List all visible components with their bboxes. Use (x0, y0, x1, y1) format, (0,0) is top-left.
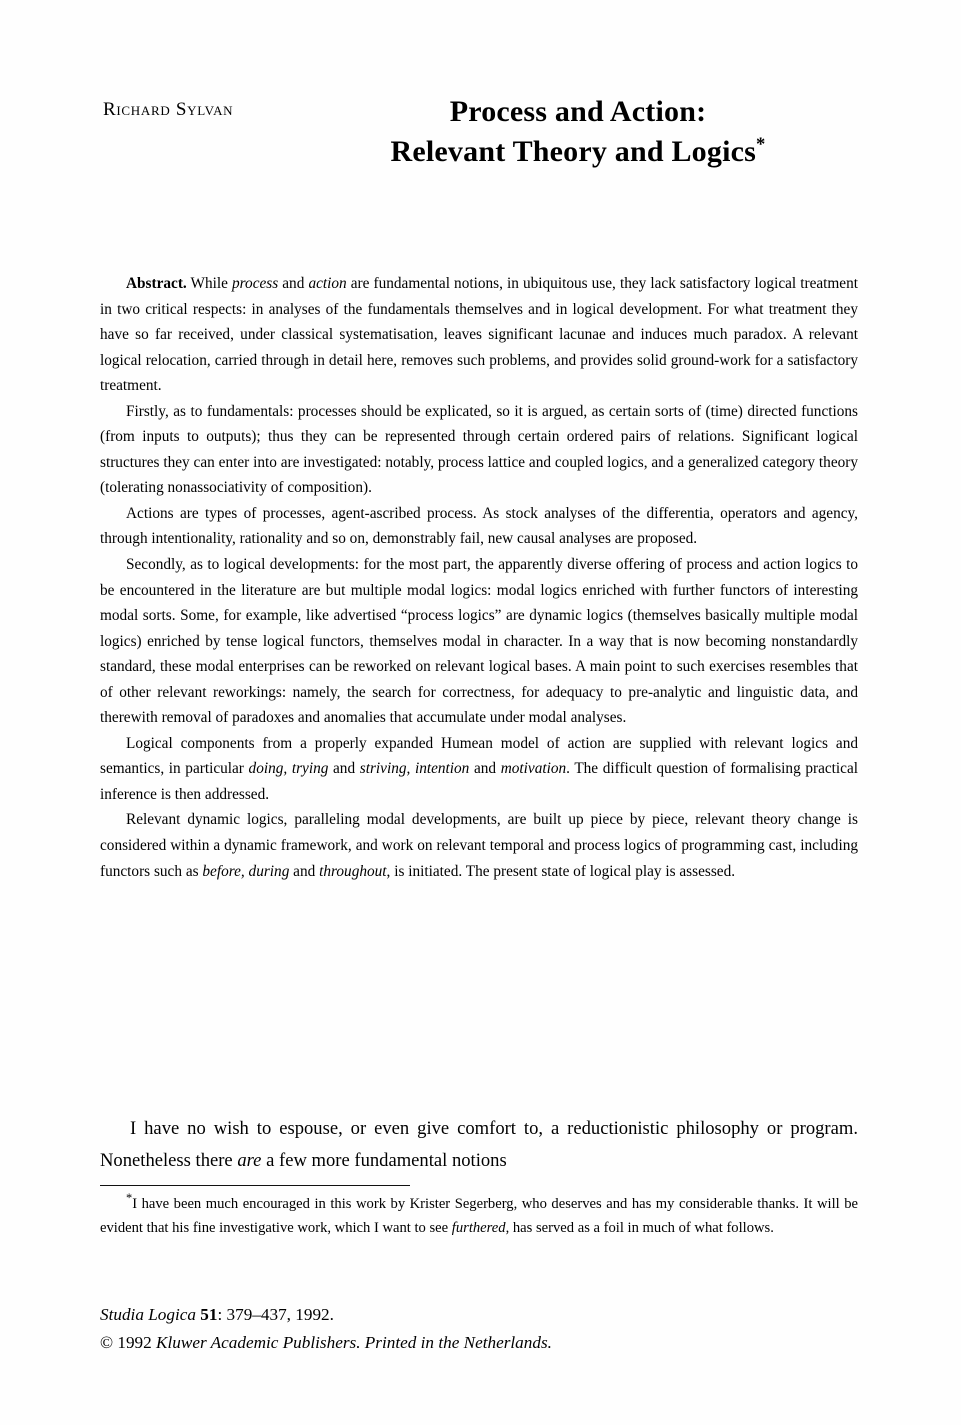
abstract-paragraph (100, 271, 858, 399)
abstract-p5-emph-motivation: motivation (500, 760, 567, 778)
title-block (100, 0, 858, 175)
abstract-p6-text-c: , is initiated. The present state of logical play is assessed. (386, 862, 736, 880)
journal-pages-year: : 379–437, 1992. (217, 1305, 334, 1324)
abstract-paragraph: Firstly, as to fundamentals: processes should be explicated, so it is argued, as certain sorts of (time) directed functions (from inputs to outputs); thus they can be represented through certain ordered pairs of relations. Significant logical structures they can enter into are investigated: notably, process lattice and coupled logics, and a generalized category theory (tolerating nonassociativity of composition). (100, 402, 858, 497)
copyright-icon: © (100, 1333, 114, 1352)
footnote-separator-rule (100, 1185, 410, 1186)
footnote-text-b: , has served as a foil in much of what follows. (505, 1220, 774, 1237)
abstract-p6-text-a: Relevant dynamic logics, paralleling modal developments, are built up piece by piece, relevant theory change is considered within a dynamic framework, and work on relevant temporal and process logics of programming cast, including functors such as (100, 811, 858, 880)
body-section (100, 1113, 858, 1176)
abstract-paragraph (100, 807, 858, 884)
footnote-emph-furthered: furthered (451, 1220, 506, 1237)
title-line-1: Process and Action: (449, 95, 707, 128)
abstract-p1-text-b: and (278, 275, 309, 292)
body-p1-text-a: I have no wish to espouse, or even give comfort to, a reductionistic philosophy or program. Nonetheless there (100, 1118, 858, 1171)
abstract-paragraph: Secondly, as to logical developments: for the most part, the apparently diverse offering of process and action logics to be encountered in the literature are but multiple modal logics: modal logics enriched with further functors of interesting modal sorts. Some, for example, like advertised “process logics” are dynamic logics (themselves basically multiple modal logics) enriched by tense logical functors, themselves modal in character. In a way that is now becoming nonstandardly standard, these modal enterprises can be reworked on relevant logical bases. A main point to such exercises resembles that of other relevant reworkings: namely, the search for correctness, for adequacy to pre-analytic and linguistic data, and therewith removal of paradoxes and anomalies that accumulate under modal analyses. (100, 556, 858, 727)
abstract-p1-emph-process: process (232, 275, 279, 292)
abstract-label: Abstract. (126, 275, 187, 292)
abstract-p5-text-b: and (328, 760, 360, 778)
copyright-line (100, 1329, 858, 1357)
author-name: Richard Sylvan (103, 99, 234, 120)
abstract-p6-emph-throughout: throughout (319, 862, 387, 880)
copyright-year: 1992 (113, 1333, 157, 1352)
abstract-section (100, 271, 858, 884)
footnote-marker: * (126, 1191, 133, 1206)
body-p1-text-b: a few more fundamental notions (261, 1149, 507, 1171)
page-title (298, 92, 858, 172)
title-footnote-marker: * (756, 133, 766, 155)
abstract-p5-text-c: and (469, 760, 501, 778)
abstract-p6-text-b: and (289, 862, 320, 880)
footnote-paragraph (100, 1192, 858, 1241)
journal-volume: 51 (200, 1305, 218, 1324)
abstract-p1-emph-action: action (308, 275, 347, 292)
journal-citation-line (100, 1301, 858, 1329)
footnote-text-a: I have been much encouraged in this work by Krister Segerberg, who deserves and has my considerable thanks. It will be evident that his fine investigative work, which I want to see (100, 1196, 858, 1237)
journal-footer (100, 1301, 858, 1357)
title-line-2: Relevant Theory and Logics (390, 134, 756, 168)
abstract-p1-text-c: are fundamental notions, in ubiquitous use, they lack satisfactory logical treatment in two critical respects: in analyses of the fundamentals themselves and in logical development. For what treatment they have so far received, under classical systematisation, leaves significant lacunae and induces much paradox. A relevant logical relocation, carried through in detail here, removes such problems, and provides solid ground-work for a satisfactory treatment. (100, 275, 858, 395)
page-content (100, 0, 858, 1352)
abstract-p5-emph-striving-intention: striving, intention (359, 760, 470, 778)
publisher-name: Kluwer Academic Publishers. Printed in the Netherlands. (156, 1333, 552, 1352)
abstract-p5-emph-doing-trying: doing, trying (248, 760, 329, 778)
footnote-section (100, 1192, 858, 1241)
abstract-p5-text-d: . The difficult question of formalising practical inference is then addressed. (100, 760, 858, 803)
body-paragraph (100, 1113, 858, 1176)
abstract-paragraph: Actions are types of processes, agent-ascribed process. As stock analyses of the differentia, operators and agency, through intentionality, rationality and so on, demonstrably fail, new causal analyses are proposed. (100, 504, 858, 548)
abstract-p5-text-a: Logical components from a properly expanded Humean model of action are supplied with relevant logics and semantics, in particular (100, 734, 858, 778)
abstract-p1-text-a: While (186, 275, 233, 292)
abstract-p6-emph-before-during: before, during (202, 862, 290, 880)
body-p1-emph-are: are (237, 1149, 262, 1171)
journal-name: Studia Logica (100, 1305, 196, 1324)
abstract-paragraph (100, 731, 858, 808)
